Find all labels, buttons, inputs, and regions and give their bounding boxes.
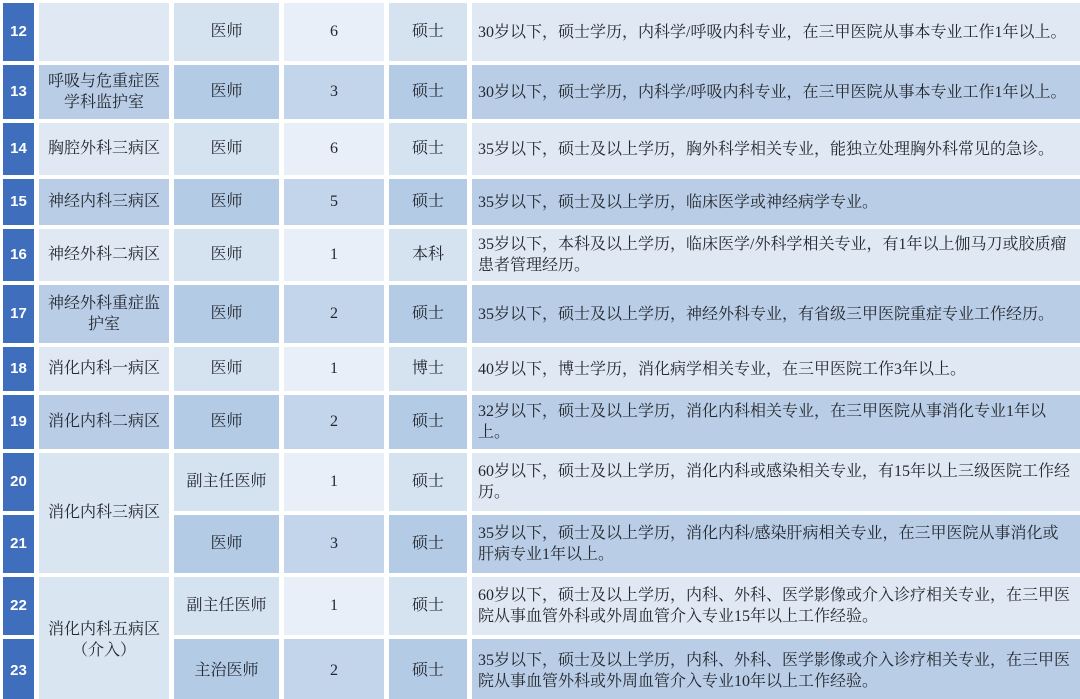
row-number-cell: 22 [3, 577, 34, 635]
headcount-cell: 2 [284, 639, 384, 699]
row-number-cell: 21 [3, 515, 34, 573]
department-cell: 神经内科三病区 [39, 179, 169, 225]
headcount-cell: 2 [284, 395, 384, 449]
degree-cell: 博士 [389, 347, 467, 391]
headcount-cell: 3 [284, 515, 384, 573]
row-number-cell: 14 [3, 123, 34, 175]
degree-cell: 硕士 [389, 395, 467, 449]
degree-cell: 硕士 [389, 285, 467, 343]
requirements-cell: 32岁以下，硕士及以上学历，消化内科相关专业，在三甲医院从事消化专业1年以上。 [472, 395, 1080, 449]
department-cell: 消化内科二病区 [39, 395, 169, 449]
row-number-cell: 16 [3, 229, 34, 281]
degree-cell: 本科 [389, 229, 467, 281]
department-cell: 消化内科三病区 [39, 453, 169, 573]
requirements-cell: 35岁以下，硕士及以上学历，神经外科专业，有省级三甲医院重症专业工作经历。 [472, 285, 1080, 343]
requirements-cell: 35岁以下，硕士及以上学历，内科、外科、医学影像或介入诊疗相关专业，在三甲医院从事血管外科或外周血管介入专业10年以上工作经验。 [472, 639, 1080, 699]
position-title-cell: 医师 [174, 285, 279, 343]
requirements-cell: 30岁以下，硕士学历，内科学/呼吸内科专业，在三甲医院从事本专业工作1年以上。 [472, 3, 1080, 61]
position-title-cell: 医师 [174, 179, 279, 225]
row-number-cell: 12 [3, 3, 34, 61]
requirements-cell: 60岁以下，硕士及以上学历，消化内科或感染相关专业，有15年以上三级医院工作经历。 [472, 453, 1080, 511]
headcount-cell: 1 [284, 347, 384, 391]
position-title-cell: 医师 [174, 229, 279, 281]
degree-cell: 硕士 [389, 577, 467, 635]
requirements-cell: 35岁以下，硕士及以上学历，胸外科学相关专业，能独立处理胸外科常见的急诊。 [472, 123, 1080, 175]
requirements-cell: 35岁以下，硕士及以上学历，临床医学或神经病学专业。 [472, 179, 1080, 225]
degree-cell: 硕士 [389, 515, 467, 573]
headcount-cell: 5 [284, 179, 384, 225]
row-number-cell: 17 [3, 285, 34, 343]
position-title-cell: 医师 [174, 395, 279, 449]
position-title-cell: 副主任医师 [174, 577, 279, 635]
department-cell: 胸腔外科三病区 [39, 123, 169, 175]
position-title-cell: 副主任医师 [174, 453, 279, 511]
degree-cell: 硕士 [389, 65, 467, 119]
position-title-cell: 主治医师 [174, 639, 279, 699]
degree-cell: 硕士 [389, 179, 467, 225]
row-number-cell: 19 [3, 395, 34, 449]
headcount-cell: 6 [284, 123, 384, 175]
row-number-cell: 13 [3, 65, 34, 119]
headcount-cell: 2 [284, 285, 384, 343]
degree-cell: 硕士 [389, 3, 467, 61]
position-title-cell: 医师 [174, 3, 279, 61]
headcount-cell: 1 [284, 229, 384, 281]
department-cell: 神经外科二病区 [39, 229, 169, 281]
degree-cell: 硕士 [389, 453, 467, 511]
headcount-cell: 3 [284, 65, 384, 119]
row-number-cell: 20 [3, 453, 34, 511]
requirements-cell: 35岁以下，硕士及以上学历，消化内科/感染肝病相关专业，在三甲医院从事消化或肝病专业1年以上。 [472, 515, 1080, 573]
requirements-cell: 40岁以下，博士学历，消化病学相关专业，在三甲医院工作3年以上。 [472, 347, 1080, 391]
headcount-cell: 1 [284, 577, 384, 635]
department-cell: 呼吸与危重症医学科监护室 [39, 65, 169, 119]
department-cell [39, 3, 169, 61]
row-number-cell: 15 [3, 179, 34, 225]
headcount-cell: 1 [284, 453, 384, 511]
requirements-cell: 30岁以下，硕士学历，内科学/呼吸内科专业，在三甲医院从事本专业工作1年以上。 [472, 65, 1080, 119]
position-title-cell: 医师 [174, 65, 279, 119]
row-number-cell: 23 [3, 639, 34, 699]
department-cell: 神经外科重症监护室 [39, 285, 169, 343]
position-title-cell: 医师 [174, 123, 279, 175]
degree-cell: 硕士 [389, 123, 467, 175]
department-cell: 消化内科五病区（介入） [39, 577, 169, 699]
position-title-cell: 医师 [174, 515, 279, 573]
position-title-cell: 医师 [174, 347, 279, 391]
headcount-cell: 6 [284, 3, 384, 61]
department-cell: 消化内科一病区 [39, 347, 169, 391]
degree-cell: 硕士 [389, 639, 467, 699]
requirements-cell: 60岁以下，硕士及以上学历，内科、外科、医学影像或介入诊疗相关专业，在三甲医院从事血管外科或外周血管介入专业15年以上工作经验。 [472, 577, 1080, 635]
row-number-cell: 18 [3, 347, 34, 391]
requirements-cell: 35岁以下，本科及以上学历，临床医学/外科学相关专业，有1年以上伽马刀或胶质瘤患者管理经历。 [472, 229, 1080, 281]
